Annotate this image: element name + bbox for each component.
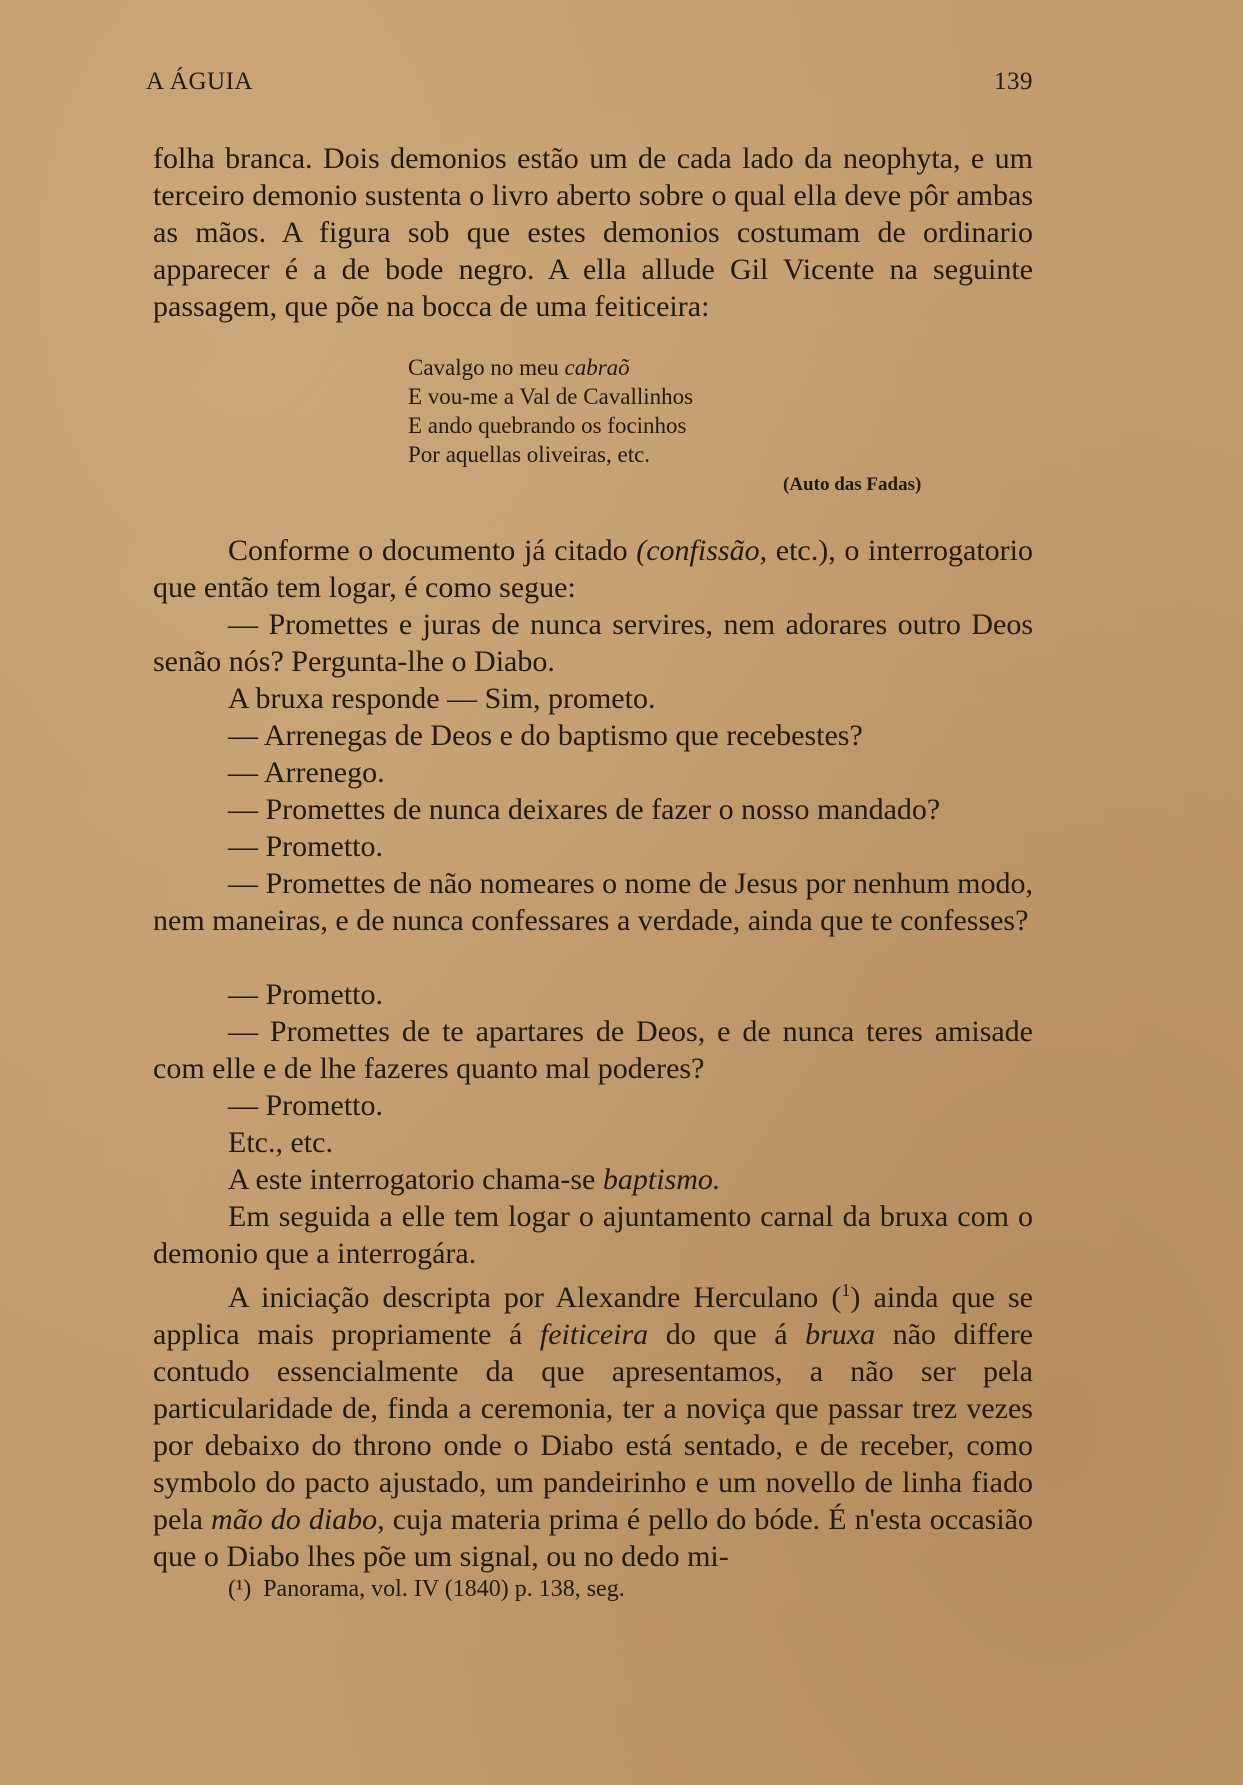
dialogue-line-6: — Prometto. [228,830,383,863]
dialogue-line-5: — Promettes de nunca deixares de fazer o nosso mandado? [228,793,941,826]
dialogue-line-2: A bruxa responde — Sim, prometo. [228,682,656,715]
dialogue-line-9: — Promettes de te apartares de Deos, e de nunca teres amisade com elle e de lhe fazeres quanto mal poderes? [153,1015,1033,1085]
running-title: A ÁGUIA [146,68,253,95]
verse-line-1: Cavalgo no meu cabraõ [408,355,630,380]
verse-line-2: E vou-me a Val de Cavallinhos [408,384,694,409]
intro-paragraph: folha branca. Dois demonios estão um de cada lado da neophyta, e um terceiro demonio sustenta o livro aberto sobre o qual ella deve pôr ambas as mãos. A figura sob que estes demonios costumam de ordinario apparecer é a de bode negro. A ella allude Gil Vicente na seguinte passagem, que põe na bocca de uma feiticeira: [153,142,1033,323]
verse-quote [408,353,693,469]
dialogue-line-1: — Promettes e juras de nunca servires, nem adorares outro Deos senão nós? Pergunta-lhe o Diabo. [153,608,1033,678]
verse-emphasis: cabraõ [564,355,630,380]
dialogue-line-10: — Prometto. [228,1089,383,1122]
footnote-text: Panorama, vol. IV (1840) p. 138, seg. [263,1576,625,1602]
footnote-ref: 1 [841,1280,851,1300]
dialogue-line-4: — Arrenego. [228,756,385,789]
verse-line-3: E ando quebrando os focinhos [408,413,687,438]
conforme-paragraph: Conforme o documento já citado (confissão, etc.), o interrogatorio que então tem logar, é como segue: [153,534,1033,604]
running-head [146,68,1033,96]
verse-source: (Auto das Fadas) [783,474,922,495]
verse-line-4: Por aquellas oliveiras, etc. [408,442,651,467]
page-number: 139 [994,68,1033,95]
iniciacao-paragraph: A iniciação descripta por Alexandre Herculano ($^1$) ainda que se applica mais propriamente á feiticeira do que á bruxa não differe contudo essencialmente da que apresentamos, a não ser pela particularidade de, finda a ceremonia, ter a noviça que passar trez vezes por debaixo do throno onde o Diabo está sentado, e de receber, como symbolo do pacto ajustado, um pandeirinho e um novello de linha fiado pela mão do diabo, cuja materia prima é pello do bóde. É n'esta occasião que o Diabo lhes põe um signal, ou no dedo mi- [153,1280,1034,1573]
dialogue-line-7: — Promettes de não nomeares o nome de Jesus por nenhum modo, nem maneiras, e de nunca confessares a verdade, ainda que te confesses? [153,867,1033,937]
dialogue-line-3: — Arrenegas de Deos e do baptismo que recebestes? [228,719,863,752]
footnote [228,1576,625,1603]
baptismo-paragraph: A este interrogatorio chama-se baptismo. [228,1163,721,1196]
footnote-marker: (¹) [228,1576,252,1602]
dialogue-line-8: — Prometto. [228,978,383,1011]
dialogue-line-11: Etc., etc. [228,1126,333,1159]
seguida-paragraph: Em seguida a elle tem logar o ajuntamento carnal da bruxa com o demonio que a interrogára. [153,1200,1033,1270]
